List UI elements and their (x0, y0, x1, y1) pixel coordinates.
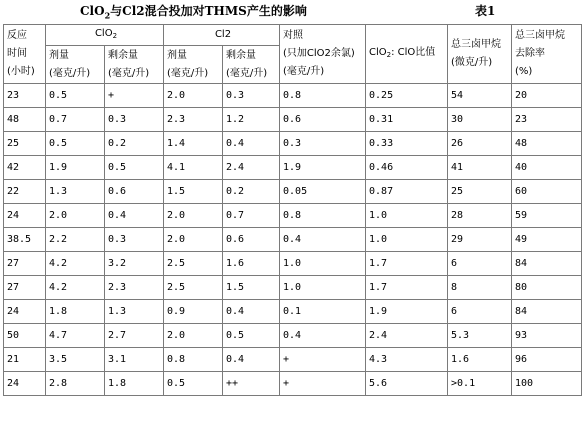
table-cell: 0.33 (366, 132, 448, 156)
table-cell: 2.7 (105, 324, 164, 348)
table-cell: 1.0 (280, 276, 366, 300)
table-row (4, 204, 582, 228)
table-cell: 50 (4, 324, 46, 348)
header-control (280, 25, 366, 84)
table-cell: 2.3 (105, 276, 164, 300)
table-cell: 22 (4, 180, 46, 204)
table-cell: 1.6 (448, 348, 512, 372)
table-cell: 29 (448, 228, 512, 252)
table-cell: 0.6 (105, 180, 164, 204)
table-cell: 0.3 (280, 132, 366, 156)
table-cell: 0.7 (223, 204, 280, 228)
header-thm (448, 25, 512, 84)
table-cell: 0.6 (280, 108, 366, 132)
header-line: (毫克/升) (167, 67, 209, 79)
table-cell: 5.3 (448, 324, 512, 348)
table-cell: 0.5 (223, 324, 280, 348)
table-cell: 3.2 (105, 252, 164, 276)
header-line: 反应 (7, 30, 27, 41)
table-cell: 0.87 (366, 180, 448, 204)
table-row (4, 108, 582, 132)
table-cell: 2.0 (164, 84, 223, 108)
table-cell: 0.4 (223, 300, 280, 324)
table-cell: 4.3 (366, 348, 448, 372)
table-cell: 0.7 (46, 108, 105, 132)
table-cell: 1.4 (164, 132, 223, 156)
table-cell: 2.0 (46, 204, 105, 228)
table-cell: 0.5 (46, 84, 105, 108)
table-cell: 0.5 (46, 132, 105, 156)
header-reaction-time (4, 25, 46, 84)
header-line: (毫克/升) (108, 67, 150, 79)
table-title (80, 2, 307, 20)
table-cell: 5.6 (366, 372, 448, 396)
header-removal (512, 25, 582, 84)
table-cell: 4.7 (46, 324, 105, 348)
header-clo2-sub: 2 (112, 32, 118, 40)
table-cell: 0.46 (366, 156, 448, 180)
table-cell: 0.2 (105, 132, 164, 156)
table-cell: 1.5 (223, 276, 280, 300)
header-line: (毫克/升) (283, 66, 325, 77)
table-cell: 0.3 (223, 84, 280, 108)
header-line: (微克/升) (451, 57, 493, 68)
table-cell: 25 (448, 180, 512, 204)
table-cell: 23 (512, 108, 582, 132)
header-ratio-sub: 2 (386, 51, 392, 59)
table-cell: 0.8 (164, 348, 223, 372)
table-cell: 48 (512, 132, 582, 156)
table-cell: 23 (4, 84, 46, 108)
table-row (4, 324, 582, 348)
table-cell: 0.5 (164, 372, 223, 396)
table-row (4, 228, 582, 252)
table-cell: 1.2 (223, 108, 280, 132)
table-cell: 84 (512, 300, 582, 324)
table-cell: 59 (512, 204, 582, 228)
header-clo2-residual (105, 46, 164, 84)
table-cell: + (280, 348, 366, 372)
header-line: (%) (515, 66, 533, 77)
header-line: 剂量 (167, 49, 188, 61)
table-cell: 41 (448, 156, 512, 180)
table-cell: 1.0 (366, 228, 448, 252)
table-cell: 1.8 (46, 300, 105, 324)
table-cell: 24 (4, 204, 46, 228)
table-cell: 96 (512, 348, 582, 372)
table-cell: 48 (4, 108, 46, 132)
title-suffix: 与Cl2混合投加对THMS产生的影响 (110, 4, 307, 18)
table-cell: 0.9 (164, 300, 223, 324)
header-ratio (366, 25, 448, 84)
table-cell: 4.2 (46, 276, 105, 300)
table-cell: 0.3 (105, 228, 164, 252)
table-cell: 1.5 (164, 180, 223, 204)
table-cell: 2.3 (164, 108, 223, 132)
table-cell: 1.6 (223, 252, 280, 276)
table-cell: 1.0 (366, 204, 448, 228)
table-cell: 0.4 (223, 348, 280, 372)
table-cell: 25 (4, 132, 46, 156)
table-cell: 3.5 (46, 348, 105, 372)
table-cell: 2.8 (46, 372, 105, 396)
table-row (4, 180, 582, 204)
table-cell: 2.2 (46, 228, 105, 252)
table-cell: 24 (4, 300, 46, 324)
title-subscript: 2 (104, 10, 111, 21)
header-line: 剩余量 (108, 49, 138, 61)
table-row (4, 300, 582, 324)
table-cell: 0.6 (223, 228, 280, 252)
table-cell: 0.25 (366, 84, 448, 108)
table-cell: ++ (223, 372, 280, 396)
table-cell: 93 (512, 324, 582, 348)
table-cell: 0.4 (223, 132, 280, 156)
table-row (4, 372, 582, 396)
table-cell: 2.0 (164, 204, 223, 228)
table-number: 表1 (475, 4, 496, 18)
table-cell: 1.7 (366, 276, 448, 300)
table-cell: 1.3 (46, 180, 105, 204)
table-cell: >0.1 (448, 372, 512, 396)
table-cell: 26 (448, 132, 512, 156)
table-cell: 0.2 (223, 180, 280, 204)
table-cell: 24 (4, 372, 46, 396)
header-clo2-dose (46, 46, 105, 84)
table-row (4, 132, 582, 156)
table-cell: 0.8 (280, 204, 366, 228)
header-line: 总三卤甲烷 (451, 39, 502, 50)
table-cell: 1.9 (280, 156, 366, 180)
table-cell: 0.31 (366, 108, 448, 132)
table-cell: 38.5 (4, 228, 46, 252)
table-row (4, 348, 582, 372)
table-cell: 27 (4, 276, 46, 300)
table-cell: 0.3 (105, 108, 164, 132)
header-row-1 (4, 25, 582, 46)
table-cell: 2.4 (223, 156, 280, 180)
table-cell: 0.1 (280, 300, 366, 324)
header-cl2-dose (164, 46, 223, 84)
title-bar (0, 0, 585, 22)
table-cell: 1.9 (46, 156, 105, 180)
table-cell: 2.5 (164, 252, 223, 276)
table-cell: 3.1 (105, 348, 164, 372)
table-row (4, 252, 582, 276)
header-line: (毫克/升) (49, 67, 91, 79)
header-ratio-suffix: : ClO比值 (391, 47, 436, 58)
table-cell: 1.3 (105, 300, 164, 324)
table-cell: 0.05 (280, 180, 366, 204)
table-cell: 2.0 (164, 324, 223, 348)
table-cell: + (280, 372, 366, 396)
table-body (4, 84, 582, 396)
title-prefix: ClO (80, 4, 105, 18)
table-cell: 2.4 (366, 324, 448, 348)
table-cell: 1.9 (366, 300, 448, 324)
header-line: 去除率 (515, 48, 546, 59)
header-line: (只加ClO2余氯) (283, 48, 355, 59)
table-cell: 2.5 (164, 276, 223, 300)
table-cell: 49 (512, 228, 582, 252)
header-cl2: Cl2 (164, 25, 280, 46)
table-cell: 1.0 (280, 252, 366, 276)
table-cell: 80 (512, 276, 582, 300)
table-cell: 84 (512, 252, 582, 276)
table-cell: 100 (512, 372, 582, 396)
table-cell: 42 (4, 156, 46, 180)
table-cell: 60 (512, 180, 582, 204)
table-cell: 0.4 (280, 228, 366, 252)
table-cell: 0.5 (105, 156, 164, 180)
table-cell: 6 (448, 300, 512, 324)
table-row (4, 156, 582, 180)
header-clo2-prefix: ClO (94, 28, 113, 39)
table-cell: 30 (448, 108, 512, 132)
table-cell: 0.8 (280, 84, 366, 108)
table-cell: 0.4 (280, 324, 366, 348)
data-table (3, 24, 582, 396)
table-cell: 54 (448, 84, 512, 108)
table-cell: 4.2 (46, 252, 105, 276)
header-clo2 (46, 25, 164, 46)
header-line: 对照 (283, 30, 304, 41)
table-cell: 1.8 (105, 372, 164, 396)
header-line: 剂量 (49, 49, 69, 61)
header-line: (毫克/升) (226, 67, 268, 79)
table-cell: 21 (4, 348, 46, 372)
table-cell: 0.4 (105, 204, 164, 228)
table-cell: 40 (512, 156, 582, 180)
header-cl2-residual (223, 46, 280, 84)
table-cell: + (105, 84, 164, 108)
table-cell: 27 (4, 252, 46, 276)
header-line: (小时) (7, 66, 35, 77)
table-cell: 4.1 (164, 156, 223, 180)
header-line: 时间 (7, 48, 27, 59)
table-cell: 2.0 (164, 228, 223, 252)
header-ratio-prefix: ClO (369, 47, 387, 58)
table-cell: 20 (512, 84, 582, 108)
table-row (4, 276, 582, 300)
header-line: 剩余量 (226, 49, 257, 61)
table-cell: 28 (448, 204, 512, 228)
table-cell: 8 (448, 276, 512, 300)
table-row (4, 84, 582, 108)
header-line: 总三卤甲烷 (515, 30, 566, 41)
table-cell: 6 (448, 252, 512, 276)
table-cell: 1.7 (366, 252, 448, 276)
